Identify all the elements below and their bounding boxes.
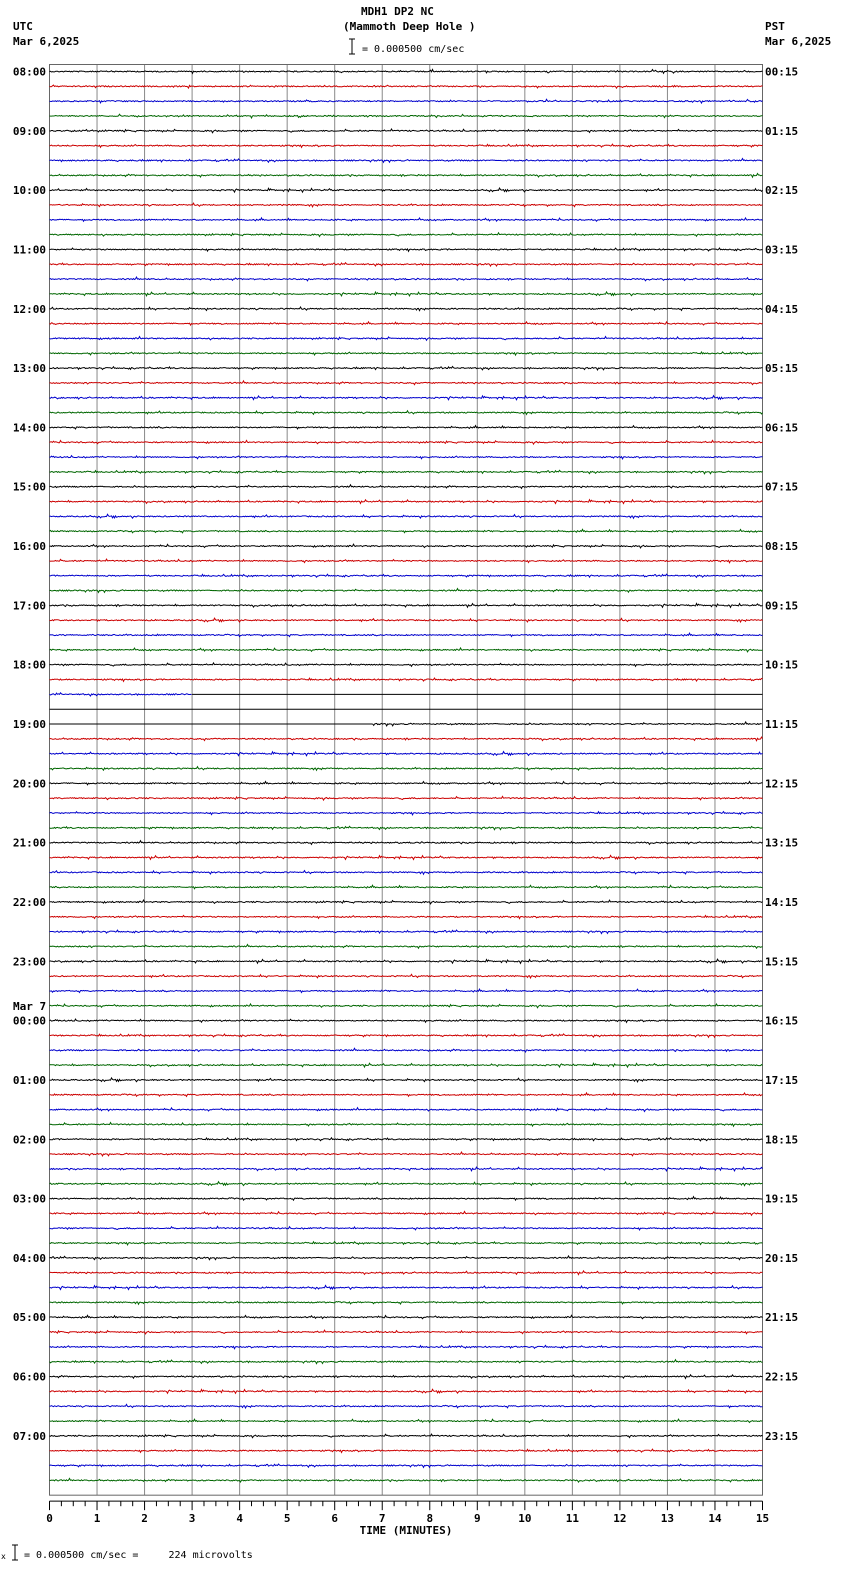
pst-hour-label: 05:15 xyxy=(765,362,799,376)
pst-hour-label: 22:15 xyxy=(765,1370,799,1384)
x-tick-label: 10 xyxy=(518,1512,532,1526)
trace-23 xyxy=(50,411,763,415)
trace-16 xyxy=(50,307,763,311)
x-tick-label: 5 xyxy=(283,1512,291,1526)
utc-hour-label: 18:00 xyxy=(12,658,46,672)
x-axis-title: TIME (MINUTES) xyxy=(359,1524,453,1538)
trace-90 xyxy=(50,1404,763,1408)
trace-87 xyxy=(50,1360,763,1364)
trace-81 xyxy=(50,1271,763,1275)
utc-hour-label: 20:00 xyxy=(12,777,46,791)
trace-21 xyxy=(50,381,763,385)
utc-hour-label: 17:00 xyxy=(12,599,46,613)
trace-27 xyxy=(50,470,763,474)
pst-hour-label: 15:15 xyxy=(765,955,799,969)
x-tick-label: 11 xyxy=(565,1512,579,1526)
pst-hour-label: 01:15 xyxy=(765,124,799,138)
trace-84 xyxy=(50,1315,763,1318)
trace-33 xyxy=(50,559,763,563)
trace-13 xyxy=(50,263,763,266)
trace-82 xyxy=(50,1286,763,1290)
x-tick-label: 8 xyxy=(426,1512,434,1526)
utc-hour-label: 16:00 xyxy=(12,540,46,554)
trace-72 xyxy=(50,1138,763,1141)
trace-24 xyxy=(50,426,763,429)
trace-56 xyxy=(50,900,763,904)
trace-69 xyxy=(50,1093,763,1097)
pst-hour-label: 08:15 xyxy=(765,540,799,554)
pst-hour-label: 10:15 xyxy=(765,658,799,672)
pst-hour-label: 12:15 xyxy=(765,777,799,791)
trace-73 xyxy=(50,1152,763,1156)
trace-63 xyxy=(50,1004,763,1008)
utc-hour-label: 03:00 xyxy=(12,1192,46,1206)
utc-hour-label: 01:00 xyxy=(12,1073,46,1087)
trace-35 xyxy=(50,589,763,593)
trace-55 xyxy=(50,885,763,888)
pst-hour-label: 11:15 xyxy=(765,718,799,732)
trace-37 xyxy=(50,618,763,622)
utc-hour-label: 04:00 xyxy=(12,1251,46,1265)
x-tick-label: 9 xyxy=(473,1512,481,1526)
trace-22 xyxy=(50,396,763,400)
trace-19 xyxy=(50,352,763,355)
trace-1 xyxy=(50,85,763,88)
trace-18 xyxy=(50,337,763,341)
pst-hour-label: 20:15 xyxy=(765,1251,799,1265)
trace-91 xyxy=(50,1419,763,1422)
utc-hour-label: 21:00 xyxy=(12,836,46,850)
trace-39 xyxy=(50,648,763,652)
trace-64 xyxy=(50,1019,763,1022)
utc-hour-label: 10:00 xyxy=(12,184,46,198)
x-tick-label: 1 xyxy=(93,1512,101,1526)
trace-58 xyxy=(50,930,763,933)
trace-11 xyxy=(50,233,763,237)
trace-10 xyxy=(50,218,763,221)
x-tick-label: 2 xyxy=(141,1512,148,1526)
trace-54 xyxy=(50,871,763,875)
trace-5 xyxy=(50,144,763,147)
x-tick-label: 12 xyxy=(613,1512,627,1526)
trace-51 xyxy=(50,826,763,829)
utc-hour-label: 11:00 xyxy=(12,243,46,257)
trace-53 xyxy=(50,855,763,859)
trace-9 xyxy=(50,203,763,207)
right-date: Mar 6,2025 xyxy=(765,35,832,48)
trace-31 xyxy=(50,529,763,532)
trace-70 xyxy=(50,1108,763,1112)
trace-78 xyxy=(50,1226,763,1230)
trace-29 xyxy=(50,500,763,504)
trace-49 xyxy=(50,796,763,800)
trace-28 xyxy=(50,485,763,489)
trace-50 xyxy=(50,812,763,815)
footer-scale-prefix: x xyxy=(1,1552,6,1561)
left-date: Mar 6,2025 xyxy=(13,35,80,48)
pst-hour-label: 09:15 xyxy=(765,599,799,613)
trace-44 xyxy=(373,722,762,726)
utc-hour-label: 14:00 xyxy=(12,421,46,435)
pst-hour-label: 23:15 xyxy=(765,1429,799,1443)
utc-hour-label: 13:00 xyxy=(12,362,46,376)
pst-hour-label: 03:15 xyxy=(765,243,799,257)
trace-42 xyxy=(50,693,192,696)
x-tick-label: 6 xyxy=(331,1512,339,1526)
trace-79 xyxy=(50,1242,763,1245)
time-label-group xyxy=(13,66,798,1443)
pst-hour-label: 19:15 xyxy=(765,1192,799,1206)
trace-85 xyxy=(50,1330,763,1334)
trace-0 xyxy=(50,70,763,74)
trace-38 xyxy=(50,633,763,636)
trace-93 xyxy=(50,1449,763,1452)
pst-hour-label: 02:15 xyxy=(765,184,799,198)
trace-57 xyxy=(50,916,763,919)
trace-2 xyxy=(50,99,763,103)
pst-hour-label: 13:15 xyxy=(765,836,799,850)
trace-4 xyxy=(50,129,763,133)
trace-41 xyxy=(50,678,763,681)
x-tick-label: 7 xyxy=(378,1512,386,1526)
pst-hour-label: 21:15 xyxy=(765,1311,799,1325)
trace-40 xyxy=(50,663,763,666)
utc-hour-label: 08:00 xyxy=(12,65,46,79)
trace-65 xyxy=(50,1034,763,1037)
station-title: MDH1 DP2 NC xyxy=(361,5,434,18)
station-location: (Mammoth Deep Hole ) xyxy=(343,20,476,33)
trace-47 xyxy=(50,767,763,771)
trace-14 xyxy=(50,277,763,281)
utc-hour-label: 07:00 xyxy=(12,1429,46,1443)
scale-label: = 0.000500 cm/sec xyxy=(362,44,465,55)
trace-83 xyxy=(50,1301,763,1304)
utc-hour-label: 06:00 xyxy=(12,1370,46,1384)
utc-hour-label: 02:00 xyxy=(12,1133,46,1147)
trace-45 xyxy=(50,737,763,741)
trace-17 xyxy=(50,322,763,325)
trace-61 xyxy=(50,974,763,978)
utc-hour-label: 09:00 xyxy=(12,124,46,138)
trace-92 xyxy=(50,1434,763,1438)
trace-86 xyxy=(50,1345,763,1348)
pst-hour-label: 07:15 xyxy=(765,480,799,494)
trace-20 xyxy=(50,367,763,370)
trace-26 xyxy=(50,456,763,459)
x-axis xyxy=(46,1501,769,1537)
trace-46 xyxy=(50,752,763,756)
pst-hour-label: 06:15 xyxy=(765,421,799,435)
trace-68 xyxy=(50,1078,763,1082)
trace-62 xyxy=(50,989,763,992)
trace-7 xyxy=(50,174,763,178)
trace-89 xyxy=(50,1389,763,1393)
x-tick-label: 13 xyxy=(660,1512,675,1526)
utc-hour-label: 05:00 xyxy=(12,1311,46,1325)
trace-80 xyxy=(50,1256,763,1260)
trace-6 xyxy=(50,159,763,163)
utc-hour-label: 00:00 xyxy=(12,1014,46,1028)
date-change-label: Mar 7 xyxy=(13,999,47,1013)
trace-67 xyxy=(50,1063,763,1067)
trace-59 xyxy=(50,945,763,949)
utc-hour-label: 22:00 xyxy=(12,895,46,909)
trace-75 xyxy=(50,1182,763,1186)
trace-group xyxy=(50,70,763,1483)
trace-74 xyxy=(50,1167,763,1171)
trace-30 xyxy=(50,514,763,518)
trace-25 xyxy=(50,440,763,444)
utc-hour-label: 15:00 xyxy=(12,480,46,494)
x-tick-label: 3 xyxy=(188,1512,196,1526)
trace-94 xyxy=(50,1464,763,1467)
pst-hour-label: 14:15 xyxy=(765,895,799,909)
trace-77 xyxy=(50,1212,763,1216)
x-tick-label: 14 xyxy=(708,1512,722,1526)
pst-hour-label: 00:15 xyxy=(765,65,799,79)
trace-12 xyxy=(50,248,763,251)
pst-hour-label: 04:15 xyxy=(765,302,799,316)
trace-48 xyxy=(50,782,763,785)
trace-36 xyxy=(50,604,763,608)
trace-8 xyxy=(50,188,763,192)
utc-hour-label: 12:00 xyxy=(12,302,46,316)
footer-scale-note: = 0.000500 cm/sec = 224 microvolts xyxy=(24,1550,253,1561)
trace-71 xyxy=(50,1123,763,1127)
trace-52 xyxy=(50,841,763,845)
pst-hour-label: 17:15 xyxy=(765,1073,799,1087)
trace-15 xyxy=(50,292,763,296)
x-tick-label: 15 xyxy=(755,1512,770,1526)
x-tick-label: 4 xyxy=(236,1512,243,1526)
trace-76 xyxy=(50,1197,763,1201)
x-tick-label: 0 xyxy=(46,1512,53,1526)
left-timezone: UTC xyxy=(13,20,33,33)
trace-88 xyxy=(50,1375,763,1379)
trace-60 xyxy=(50,959,763,963)
trace-95 xyxy=(50,1478,763,1482)
trace-34 xyxy=(50,574,763,577)
utc-hour-label: 23:00 xyxy=(12,955,46,969)
utc-hour-label: 19:00 xyxy=(12,718,46,732)
right-timezone: PST xyxy=(765,20,785,33)
trace-66 xyxy=(50,1048,763,1052)
trace-32 xyxy=(50,544,763,548)
pst-hour-label: 16:15 xyxy=(765,1014,799,1028)
pst-hour-label: 18:15 xyxy=(765,1133,799,1147)
trace-3 xyxy=(50,114,763,118)
